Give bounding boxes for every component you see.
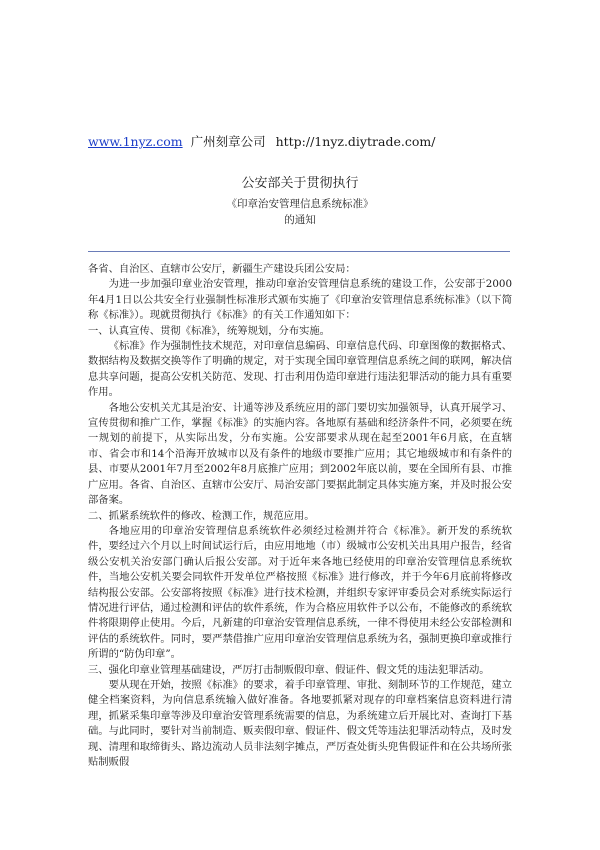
section-heading-2: 二、抓紧系统软件的修改、检测工作，规范应用。 [88, 509, 315, 522]
paragraph-intro: 为进一步加强印章业治安管理，推动印章治安管理信息系统的建设工作，公安部于2000年4月1日以公共安全行业强制性标准形式颁布实施了《印章治安管理信息系统标准》（以下简称《标准》）。现就贯彻执行《标准》的有关工作通知如下： [88, 278, 512, 322]
document-notice-label: 的通知 [284, 214, 316, 226]
header-line [88, 134, 435, 150]
site-url: http://1nyz.diytrade.com/ [275, 134, 436, 149]
divider [88, 251, 510, 252]
paragraph-software: 各地应用的印章治安管理信息系统软件必须经过检测并符合《标准》。新开发的系统软件，要经过六个月以上时间试运行后，由应用地地（市）级城市公安机关出具用户报告，经省级公安机关治安部门确认后报公安部。对于近年来各地已经使用的印章治安管理信息系统软件，当地公安机关要会同软件开发单位严格按照《标准》进行修改，并于今年6月底前将修改结构报公安部。公安部将按照《标准》进行技术检测，并组织专家评审委员会对系统实际运行情况进行评估，通过检测和评估的软件系统，作为合格应用软件予以公布，不能修改的系统软件将限期停止使用。今后，凡新建的印章治安管理信息系统，一律不得使用未经公安部检测和评估的系统软件。同时，要严禁借推广应用印章治安管理信息系统为名，强制更换印章或推行所谓的“防伪印章”。 [88, 524, 512, 661]
document-title: 公安部关于贯彻执行 [241, 176, 359, 191]
site-link[interactable]: www.1nyz.com [88, 134, 183, 149]
paragraph-implementation: 各地公安机关尤其是治安、计通等涉及系统应用的部门要切实加强领导，认真开展学习、宣传贯彻和推广工作，掌握《标准》的实施内容。各地原有基础和经济条件不同，必须要在统一规划的前提下，从实际出发，分布实施。公安部要求从现在起至2001年6月底，在直辖市、省会市和14个沿海开放城市以及有条件的地级市要推广应用；其它地级城市和有条件的县、市要从2001年7月至2002年8月底推广应用；到2002年底以前，要在全国所有县、市推广应用。各省、自治区、直辖市公安厅、局治安部门要据此制定具体实施方案，并及时报公安部备案。 [88, 401, 512, 507]
company-name: 广州刻章公司 [190, 134, 266, 149]
document-body [88, 262, 512, 770]
section-heading-3: 三、强化印章业管理基础建设，严厉打击制贩假印章、假证件、假文凭的违法犯罪活动。 [88, 663, 490, 676]
paragraph-enforcement: 要从现在开始，按照《标准》的要求，着手印章管理、审批、刻制环节的工作规范，建立健全档案资料，为向信息系统输入做好准备。各地要抓紧对现存的印章档案信息资料进行清理，抓紧采集印章等涉及印章治安管理系统需要的信息，为系统建立后开展比对、查询打下基础。与此同时，要针对当前制造、贩卖假印章、假证件、假文凭等违法犯罪活动特点，及时发现、清理和取缔街头、路边流动人员非法刻字摊点，严厉查处街头兜售假证件和在公共场所张贴制贩假 [88, 678, 512, 768]
section-heading-1: 一、认真宣传、贯彻《标准》，统筹规划，分布实施。 [88, 324, 330, 337]
paragraph-standard: 《标准》作为强制性技术规范，对印章信息编码、印章信息代码、印章图像的数据格式、数据结构及数据交换等作了明确的规定，对于实现全国印章管理信息系统之间的联网，解决信息共享问题，提高公安机关防范、发现、打击利用伪造印章进行违法犯罪活动的能力具有重要作用。 [88, 340, 512, 399]
salutation: 各省、自治区、直辖市公安厅，新疆生产建设兵团公安局： [88, 263, 356, 275]
document-subtitle: 《印章治安管理信息系统标准》 [226, 198, 374, 210]
